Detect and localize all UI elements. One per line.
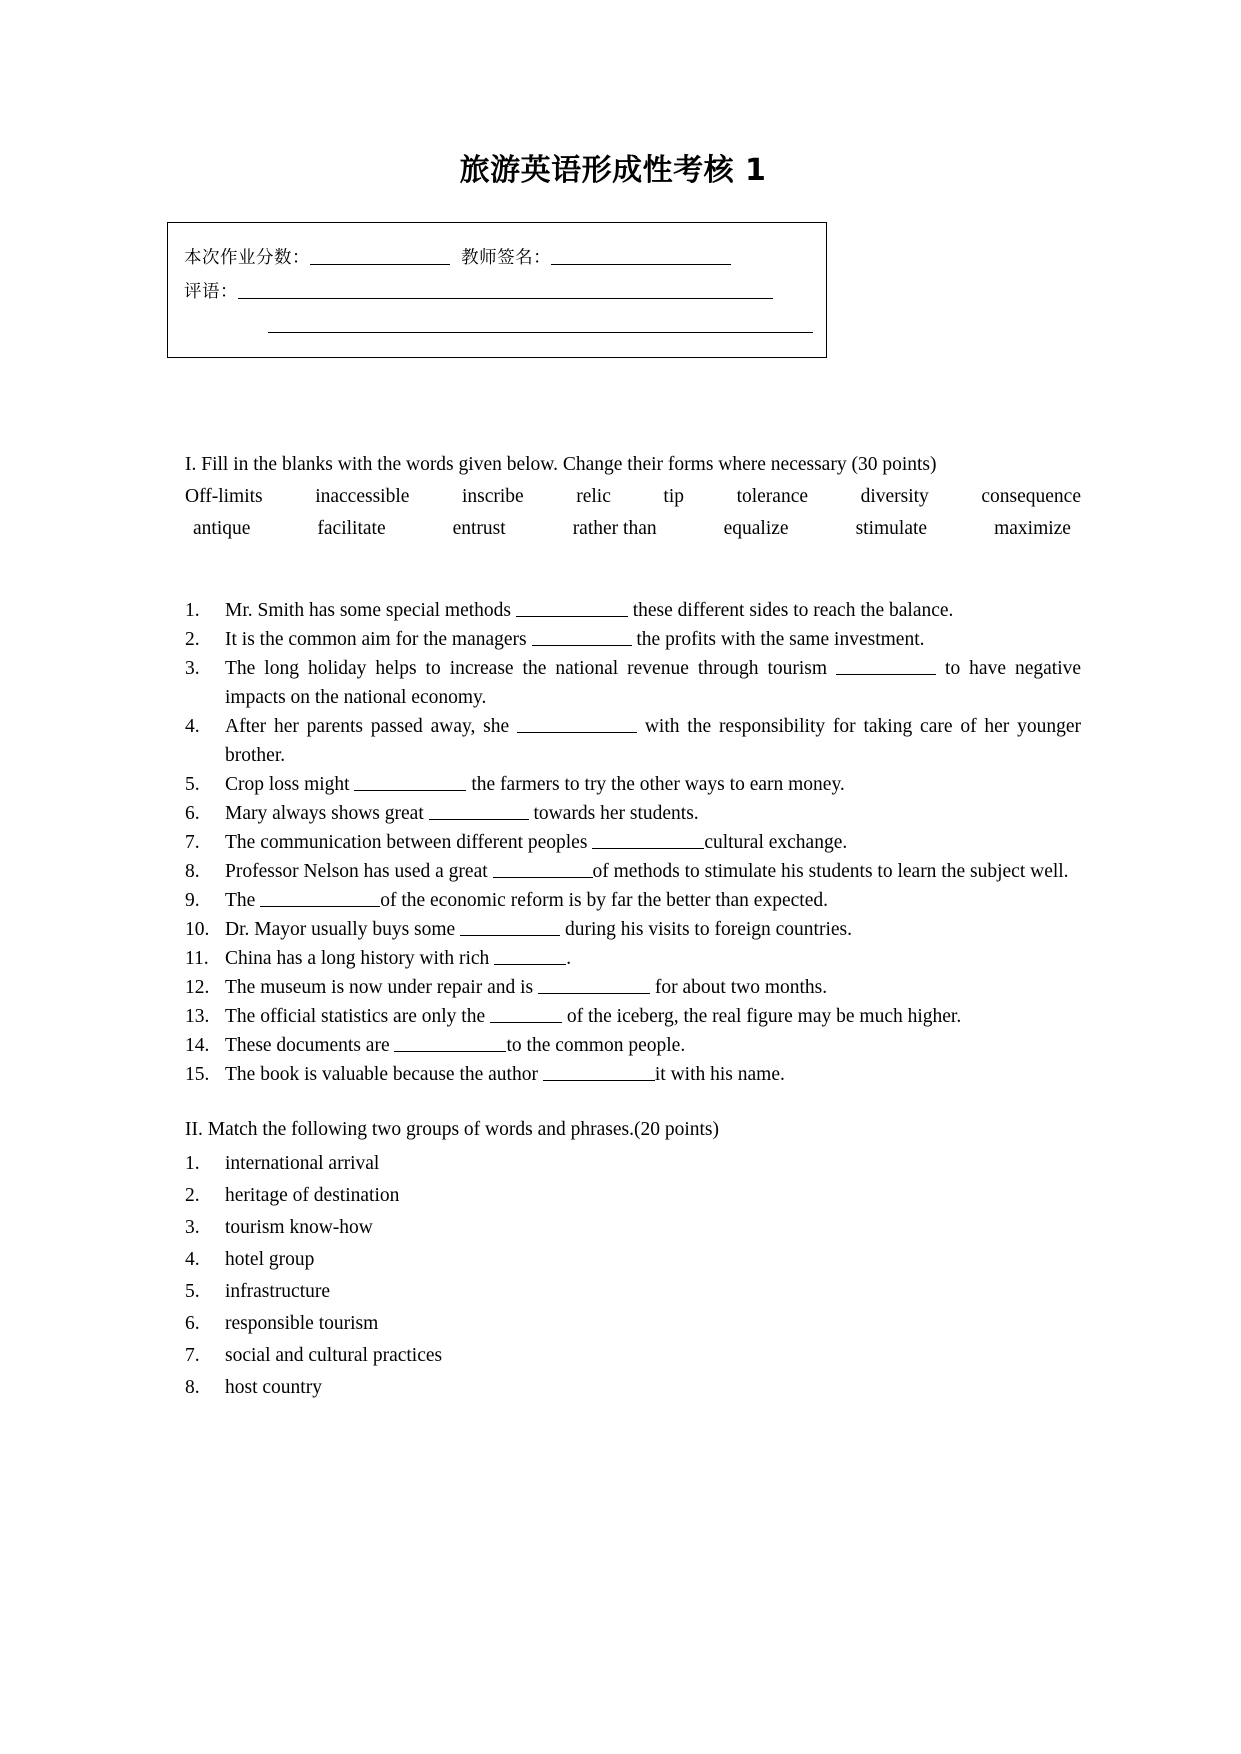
comment-row	[184, 275, 810, 309]
list-item-label: infrastructure	[225, 1281, 331, 1302]
answer-blank[interactable]	[517, 717, 637, 733]
question-text-after-blank: to the common people.	[506, 1035, 686, 1056]
list-item-label: host country	[225, 1377, 322, 1398]
word-bank	[185, 482, 1081, 544]
list-item[interactable]	[185, 1212, 1081, 1244]
question-number: 6.	[185, 803, 200, 824]
list-item[interactable]	[185, 1340, 1081, 1372]
question-text	[225, 973, 1081, 1002]
score-row	[184, 241, 810, 275]
question-number: 1.	[185, 600, 200, 621]
list-item-number: 3.	[185, 1217, 200, 1238]
word-bank-item: entrust	[452, 518, 506, 539]
question-number: 15.	[185, 1064, 210, 1085]
question-text-before-blank: These documents are	[225, 1035, 395, 1056]
comment-blank-line-2[interactable]	[268, 316, 813, 333]
question-text-before-blank: It is the common aim for the managers	[225, 629, 532, 650]
list-item-label: hotel group	[225, 1249, 315, 1270]
matching-items-list	[185, 1148, 1081, 1404]
list-item-label: tourism know-how	[225, 1217, 373, 1238]
question-text-before-blank: After her parents passed away, she	[225, 716, 517, 737]
list-item[interactable]	[185, 1276, 1081, 1308]
comment-blank-line-1[interactable]	[238, 282, 773, 299]
question-number: 8.	[185, 861, 200, 882]
list-item[interactable]	[185, 1244, 1081, 1276]
question-text-before-blank: The official statistics are only the	[225, 1006, 490, 1027]
question-item	[185, 596, 1081, 625]
question-item	[185, 915, 1081, 944]
question-number: 4.	[185, 716, 200, 737]
question-text-after-blank: these different sides to reach the balance.	[627, 600, 954, 621]
word-bank-row-2	[185, 514, 1081, 544]
question-item	[185, 886, 1081, 915]
answer-blank[interactable]	[429, 804, 529, 820]
question-text-after-blank: for about two months.	[650, 977, 828, 998]
question-text-before-blank: Mary always shows great	[225, 803, 429, 824]
question-text-after-blank: to have negative impacts on the national economy.	[225, 658, 1082, 708]
spacer	[185, 358, 1081, 450]
list-item-number: 1.	[185, 1153, 200, 1174]
spacer	[185, 544, 1081, 596]
question-number: 10.	[185, 919, 210, 940]
list-item-label: social and cultural practices	[225, 1345, 443, 1366]
teacher-signature-blank[interactable]	[551, 246, 731, 265]
word-bank-item: equalize	[723, 518, 789, 539]
question-text-after-blank: the farmers to try the other ways to earn money.	[466, 774, 845, 795]
answer-blank[interactable]	[592, 833, 704, 849]
question-text-after-blank: of methods to stimulate his students to learn the subject well.	[592, 861, 1069, 882]
question-text-before-blank: The book is valuable because the author	[225, 1064, 543, 1085]
question-text	[225, 1060, 1081, 1089]
word-bank-item: rather than	[572, 518, 657, 539]
question-text	[225, 654, 1081, 712]
answer-blank[interactable]	[493, 862, 593, 878]
word-bank-item: inscribe	[461, 486, 524, 507]
answer-blank[interactable]	[516, 601, 628, 617]
question-item	[185, 654, 1081, 712]
question-number: 9.	[185, 890, 200, 911]
question-number: 5.	[185, 774, 200, 795]
answer-blank[interactable]	[260, 891, 380, 907]
question-number: 2.	[185, 629, 200, 650]
section-1-intro: I. Fill in the blanks with the words given below. Change their forms where necessary (30 points)	[185, 454, 937, 475]
question-number: 13.	[185, 1006, 210, 1027]
question-number: 12.	[185, 977, 210, 998]
question-text-after-blank: during his visits to foreign countries.	[560, 919, 853, 940]
question-item	[185, 770, 1081, 799]
score-blank[interactable]	[310, 246, 450, 265]
question-item	[185, 1002, 1081, 1031]
answer-blank[interactable]	[394, 1036, 506, 1052]
word-bank-item: inaccessible	[315, 486, 410, 507]
word-bank-item: consequence	[981, 486, 1081, 507]
word-bank-item: facilitate	[317, 518, 386, 539]
list-item-label: responsible tourism	[225, 1313, 379, 1334]
question-text	[225, 915, 1081, 944]
word-bank-row-1	[185, 482, 1081, 512]
question-item	[185, 944, 1081, 973]
question-text-after-blank: towards her students.	[528, 803, 699, 824]
answer-blank[interactable]	[460, 920, 560, 936]
score-box	[167, 222, 827, 358]
question-text-before-blank: The communication between different peoples	[225, 832, 593, 853]
answer-blank[interactable]	[354, 775, 466, 791]
question-text	[225, 625, 1081, 654]
word-bank-item: maximize	[994, 518, 1071, 539]
question-text	[225, 596, 1081, 625]
list-item-label: international arrival	[225, 1153, 380, 1174]
list-item-number: 5.	[185, 1281, 200, 1302]
word-bank-item: tolerance	[736, 486, 809, 507]
word-bank-item: stimulate	[855, 518, 928, 539]
word-bank-item: relic	[576, 486, 611, 507]
question-item	[185, 857, 1081, 886]
comment-label: 评语：	[184, 282, 238, 302]
question-text-after-blank: of the iceberg, the real figure may be much higher.	[561, 1006, 962, 1027]
question-text	[225, 799, 1081, 828]
question-item	[185, 1060, 1081, 1089]
word-bank-item: tip	[663, 486, 685, 507]
question-text-before-blank: Dr. Mayor usually buys some	[225, 919, 461, 940]
question-text-after-blank: it with his name.	[654, 1064, 785, 1085]
list-item-number: 6.	[185, 1313, 200, 1334]
list-item[interactable]	[185, 1308, 1081, 1340]
question-number: 3.	[185, 658, 200, 679]
comment-row-2	[184, 309, 810, 343]
question-number: 11.	[185, 948, 209, 969]
question-text-after-blank: cultural exchange.	[704, 832, 848, 853]
question-text-after-blank: with the responsibility for taking care of her younger brother.	[225, 716, 1081, 766]
question-text	[225, 944, 1081, 973]
list-item-number: 7.	[185, 1345, 200, 1366]
question-item	[185, 799, 1081, 828]
score-label: 本次作业分数：	[184, 248, 310, 268]
question-text	[225, 712, 1081, 770]
question-item	[185, 973, 1081, 1002]
question-item	[185, 625, 1081, 654]
answer-blank[interactable]	[836, 659, 936, 675]
question-text-after-blank: of the economic reform is by far the better than expected.	[380, 890, 828, 911]
question-number: 7.	[185, 832, 200, 853]
answer-blank[interactable]	[532, 630, 632, 646]
question-text-before-blank: The	[225, 890, 261, 911]
word-bank-item: Off-limits	[185, 486, 263, 507]
question-text-before-blank: The museum is now under repair and is	[225, 977, 539, 998]
question-text-before-blank: China has a long history with rich	[225, 948, 495, 969]
question-text-before-blank: Professor Nelson has used a great	[225, 861, 493, 882]
word-bank-item: antique	[193, 518, 251, 539]
list-item-number: 8.	[185, 1377, 200, 1398]
teacher-signature-label: 教师签名：	[461, 248, 552, 268]
question-text	[225, 1002, 1081, 1031]
list-item[interactable]	[185, 1372, 1081, 1404]
section-2-intro: II. Match the following two groups of words and phrases.(20 points)	[185, 1119, 719, 1140]
answer-blank[interactable]	[543, 1065, 655, 1081]
question-number: 14.	[185, 1035, 210, 1056]
question-text-before-blank: Mr. Smith has some special methods	[225, 600, 516, 621]
question-item	[185, 712, 1081, 770]
answer-blank[interactable]	[494, 949, 566, 965]
list-item-number: 2.	[185, 1185, 200, 1206]
page-title: 旅游英语形成性考核 1	[459, 153, 767, 188]
list-item-label: heritage of destination	[225, 1185, 400, 1206]
list-item[interactable]	[185, 1180, 1081, 1212]
word-bank-item: diversity	[860, 486, 929, 507]
question-text-before-blank: Crop loss might	[225, 774, 355, 795]
list-item[interactable]	[185, 1148, 1081, 1180]
question-text-after-blank: .	[566, 948, 572, 969]
question-text	[225, 770, 1081, 799]
fill-in-blank-questions	[185, 596, 1081, 1089]
question-text	[225, 1031, 1081, 1060]
question-item	[185, 828, 1081, 857]
answer-blank[interactable]	[538, 978, 650, 994]
question-text	[225, 886, 1081, 915]
question-text-before-blank: The long holiday helps to increase the national revenue through tourism	[225, 658, 837, 679]
question-text-after-blank: the profits with the same investment.	[631, 629, 925, 650]
list-item-number: 4.	[185, 1249, 200, 1270]
question-text	[225, 828, 1081, 857]
answer-blank[interactable]	[490, 1007, 562, 1023]
question-text	[225, 857, 1081, 886]
question-item	[185, 1031, 1081, 1060]
